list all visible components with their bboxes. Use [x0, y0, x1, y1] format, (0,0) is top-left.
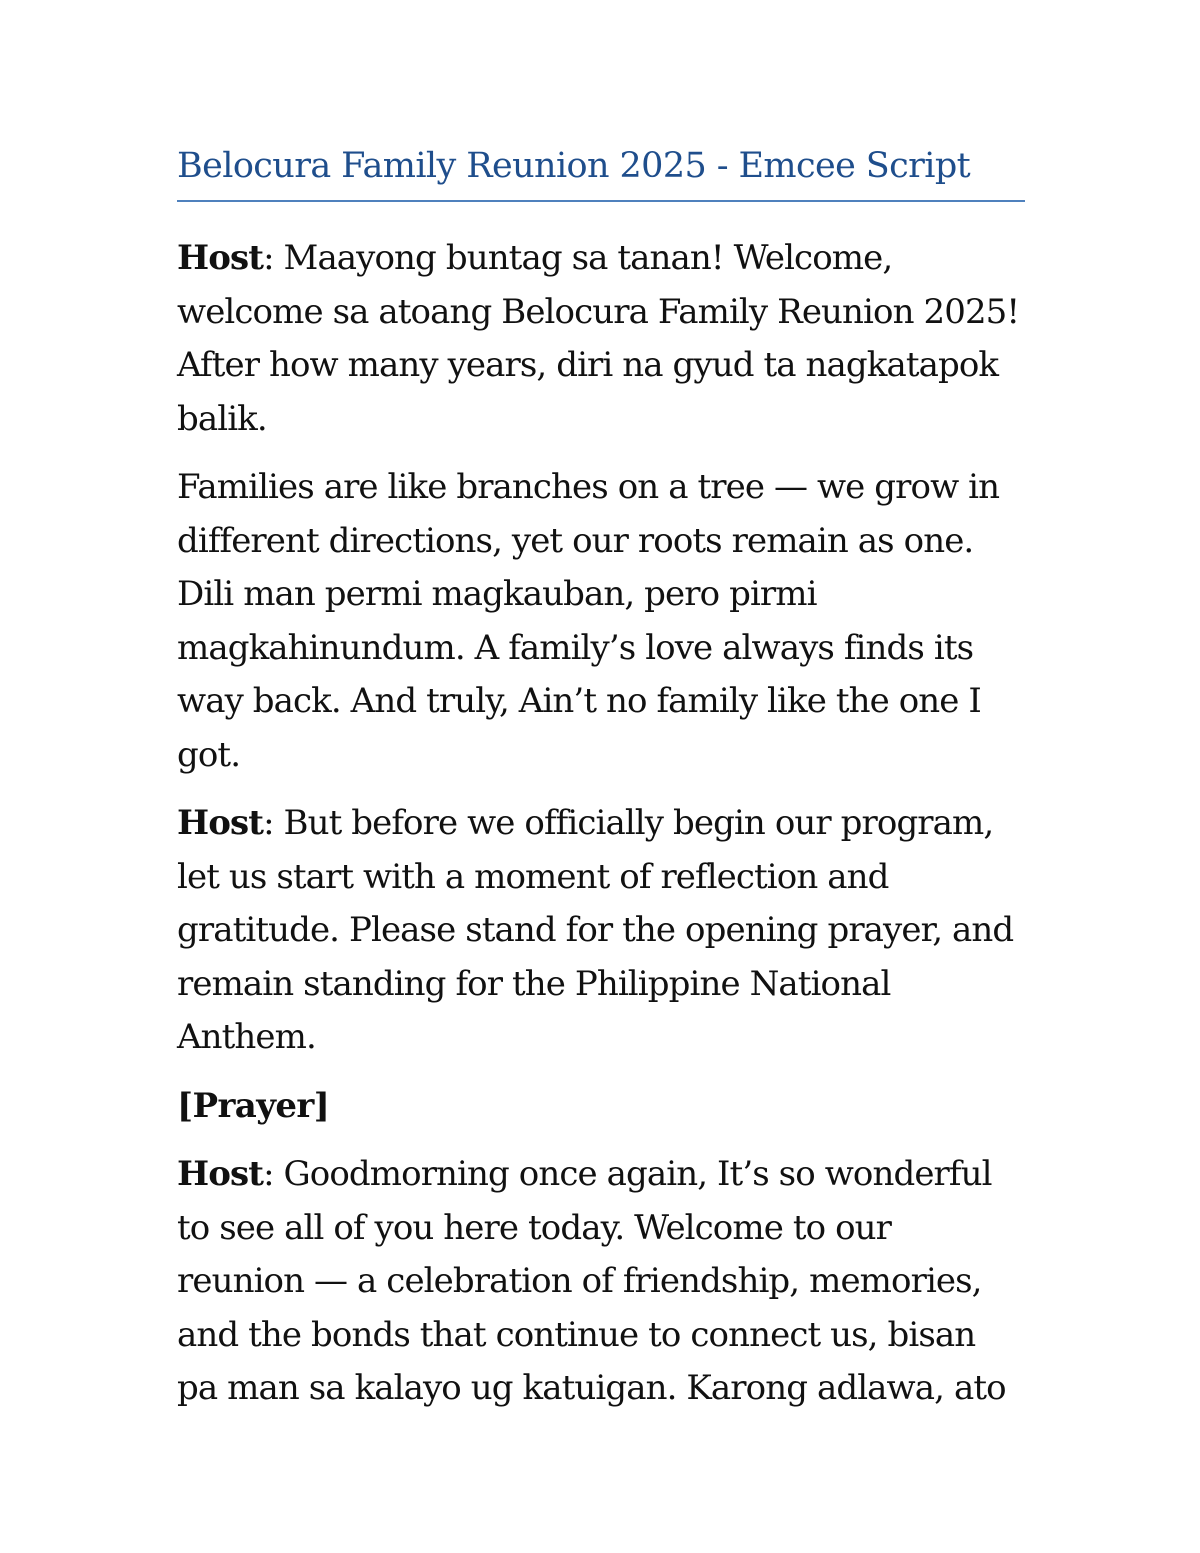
paragraph-host-reflection: [177, 797, 1025, 1065]
section-heading-prayer: [Prayer]: [177, 1085, 330, 1126]
paragraph-text: : But before we officially begin our program, let us start with a moment of reflection and gratitude. Please stand for the opening prayer, and remain standing for the Philippine National Anthem.: [177, 803, 1014, 1057]
paragraph-families: Families are like branches on a tree — we grow in different directions, yet our roots remain as one. Dili man permi magkauban, pero pirmi magkahinundum. A family’s love always finds its way back. And truly, Ain’t no family like the one I got.: [177, 467, 1000, 775]
paragraph-text: : Goodmorning once again, It’s so wonderful to see all of you here today. Welcome to our reunion — a celebration of friendship, memories, and the bonds that continue to connect us, bisan pa man sa kalayo ug katuigan. Karong adlawa, ato: [177, 1154, 1006, 1408]
paragraph-host-goodmorning: [177, 1148, 1025, 1416]
document-title: Belocura Family Reunion 2025 - Emcee Script: [177, 140, 1025, 202]
speaker-label: Host: [177, 1154, 264, 1194]
paragraph-text: : Maayong buntag sa tanan! Welcome, welcome sa atoang Belocura Family Reunion 2025! After how many years, diri na gyud ta nagkatapok balik.: [177, 238, 1020, 439]
document-body: [177, 140, 1025, 1431]
paragraph-host-welcome: [177, 232, 1025, 446]
speaker-label: Host: [177, 238, 264, 278]
speaker-label: Host: [177, 803, 264, 843]
